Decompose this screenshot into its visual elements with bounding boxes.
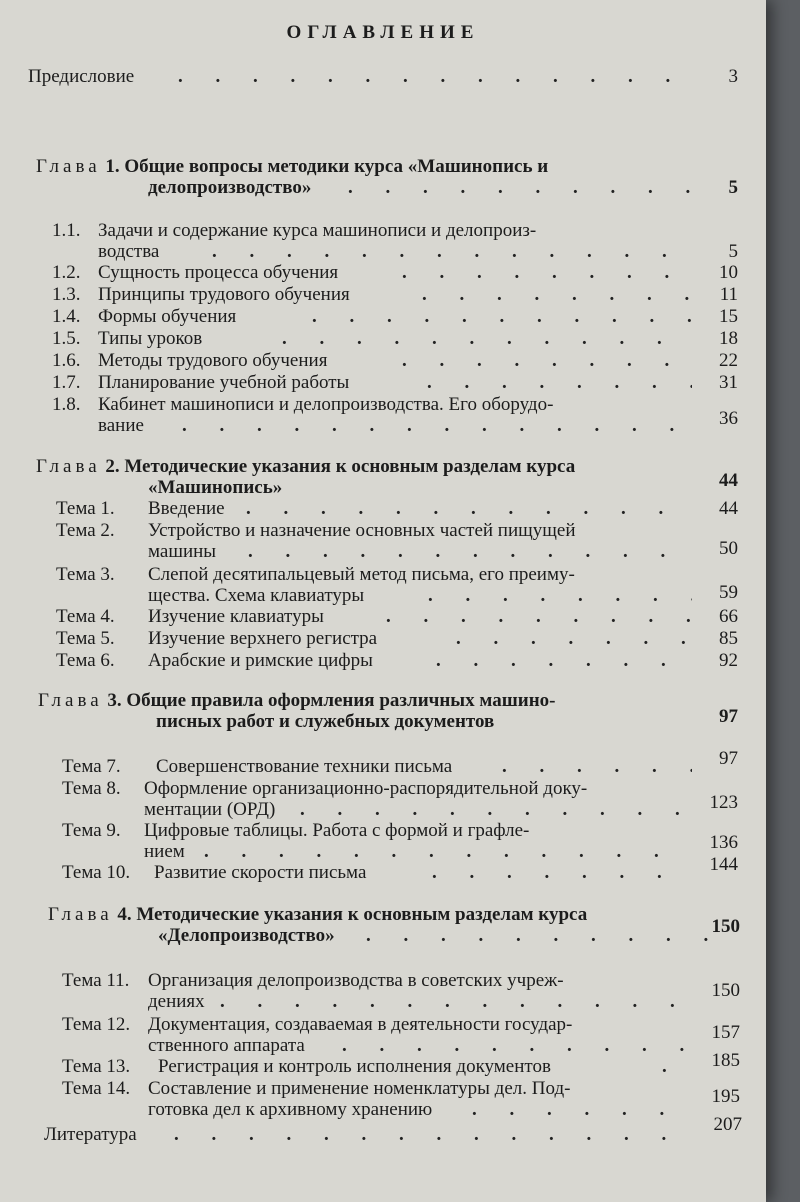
page-number: 44: [719, 498, 738, 519]
page-number: 136: [709, 832, 738, 853]
page-number: 59: [719, 582, 738, 603]
entry-number: Тема 2.: [56, 520, 115, 541]
entry-text: Формы обучения: [98, 306, 237, 327]
dot-leader: [502, 756, 692, 777]
page-number: 44: [719, 470, 738, 491]
entry-number: Тема 12.: [62, 1014, 131, 1035]
entry-number: Тема 13.: [62, 1056, 131, 1077]
entry-text-cont: вание: [98, 415, 144, 436]
chapter-label: Глава: [36, 456, 101, 477]
page-number: 31: [719, 372, 738, 393]
entry-number: Тема 9.: [62, 820, 121, 841]
page-number: 36: [719, 408, 738, 429]
entry-text: Оформление организационно-распорядительной доку-: [144, 778, 588, 799]
entry-text: Сущность процесса обучения: [98, 262, 339, 283]
entry-text: Задачи и содержание курса машинописи и делопроиз-: [98, 220, 537, 241]
page-number: 66: [719, 606, 738, 627]
dot-leader: [204, 841, 692, 862]
chapter-number: 2.: [105, 456, 120, 477]
entry-number: Тема 7.: [62, 756, 121, 777]
entry-number: 1.8.: [52, 394, 81, 415]
entry-text: Арабские и римские цифры: [148, 650, 373, 671]
page-number: 5: [728, 241, 738, 262]
entry-text: Типы уроков: [98, 328, 203, 349]
entry-number: Тема 14.: [62, 1078, 131, 1099]
entry-text: Предисловие: [28, 66, 135, 87]
chapter-number: 3.: [107, 690, 122, 711]
page-number: 123: [709, 792, 738, 813]
dot-leader: [386, 606, 692, 627]
page-number: 50: [719, 538, 738, 559]
page-number: 144: [709, 854, 738, 875]
page-number: 3: [728, 66, 738, 87]
entry-number: 1.7.: [52, 372, 81, 393]
chapter-number: 4.: [117, 904, 132, 925]
entry-text: Совершенствование техники письма: [156, 756, 453, 777]
entry-text-cont: ственного аппарата: [148, 1035, 305, 1056]
entry-number: Тема 8.: [62, 778, 121, 799]
page-number: 150: [711, 980, 740, 1001]
dot-leader: [178, 66, 698, 87]
entry-number: Тема 1.: [56, 498, 115, 519]
chapter-title: Методические указания к основным разделам курса: [124, 456, 576, 477]
entry-text-cont: ментации (ОРД): [144, 799, 276, 820]
entry-number: 1.6.: [52, 350, 81, 371]
dot-leader: [248, 541, 692, 562]
dot-leader: [428, 585, 692, 606]
dot-leader: [422, 284, 692, 305]
dot-leader: [300, 799, 692, 820]
chapter-title-cont: писных работ и служебных документов: [156, 711, 495, 732]
chapter-label: Глава: [38, 690, 103, 711]
entry-text: Литература: [44, 1124, 137, 1145]
page-number: 18: [719, 328, 738, 349]
chapter-title-cont: делопроизводство»: [148, 177, 312, 198]
page-number: 15: [719, 306, 738, 327]
chapter-title-cont: «Машинопись»: [148, 477, 283, 498]
entry-text: Регистрация и контроль исполнения документов: [158, 1056, 551, 1077]
entry-number: Тема 6.: [56, 650, 115, 671]
entry-text: Организация делопроизводства в советских учреж-: [148, 970, 564, 991]
dot-leader: [312, 306, 692, 327]
entry-number: 1.1.: [52, 220, 81, 241]
dot-leader: [174, 1124, 694, 1145]
dot-leader: [348, 177, 718, 198]
entry-text: Планирование учебной работы: [98, 372, 350, 393]
page-number: 97: [719, 706, 738, 727]
chapter-label: Глава: [36, 156, 101, 177]
entry-text-cont: водства: [98, 241, 160, 262]
entry-text: Введение: [148, 498, 225, 519]
entry-number: Тема 3.: [56, 564, 115, 585]
entry-text-cont: нием: [144, 841, 185, 862]
entry-number: Тема 5.: [56, 628, 115, 649]
dot-leader: [246, 498, 692, 519]
entry-text: Изучение клавиатуры: [148, 606, 324, 627]
dot-leader: [342, 1035, 694, 1056]
dot-leader: [432, 862, 692, 883]
dot-leader: [402, 350, 692, 371]
page-number: 157: [711, 1022, 740, 1043]
dot-leader: [220, 991, 694, 1012]
page-number: 92: [719, 650, 738, 671]
chapter-title: Общие вопросы методики курса «Машинопись и: [124, 156, 549, 177]
dot-leader: [436, 650, 692, 671]
entry-text: Методы трудового обучения: [98, 350, 328, 371]
entry-number: 1.4.: [52, 306, 81, 327]
chapter-title: Методические указания к основным разделам курса: [136, 904, 588, 925]
entry-text: Слепой десятипальцевый метод письма, его преиму-: [148, 564, 575, 585]
page-number: 97: [719, 748, 738, 769]
chapter-title-cont: «Делопроизводство»: [158, 925, 335, 946]
dot-leader: [662, 1056, 694, 1077]
entry-number: Тема 10.: [62, 862, 131, 883]
page-number: 85: [719, 628, 738, 649]
entry-number: 1.2.: [52, 262, 81, 283]
chapter-label: Глава: [48, 904, 113, 925]
entry-text: Развитие скорости письма: [154, 862, 367, 883]
page-number: 5: [728, 177, 738, 198]
dot-leader: [282, 328, 692, 349]
toc-title: ОГЛАВЛЕНИЕ: [286, 22, 480, 43]
dot-leader: [182, 415, 692, 436]
entry-text: Изучение верхнего регистра: [148, 628, 378, 649]
entry-text-cont: щества. Схема клавиатуры: [148, 585, 365, 606]
dot-leader: [402, 262, 692, 283]
entry-number: 1.3.: [52, 284, 81, 305]
page-number: 185: [711, 1050, 740, 1071]
dot-leader: [472, 1099, 694, 1120]
entry-text-cont: машины: [148, 541, 217, 562]
dot-leader: [427, 372, 692, 393]
entry-text: Составление и применение номенклатуры дел. Под-: [148, 1078, 571, 1099]
page-number: 150: [711, 916, 740, 937]
entry-text: Устройство и назначение основных частей пищущей: [148, 520, 576, 541]
entry-text: Цифровые таблицы. Работа с формой и графле-: [144, 820, 530, 841]
entry-text: Кабинет машинописи и делопроизводства. Его оборудо-: [98, 394, 554, 415]
entry-number: 1.5.: [52, 328, 81, 349]
page-number: 11: [719, 284, 738, 305]
entry-number: Тема 4.: [56, 606, 115, 627]
dot-leader: [456, 628, 692, 649]
chapter-number: 1.: [105, 156, 120, 177]
page-number: 10: [719, 262, 738, 283]
page-number: 195: [711, 1086, 740, 1107]
entry-text-cont: дениях: [148, 991, 205, 1012]
entry-number: Тема 11.: [62, 970, 130, 991]
entry-text: Документация, создаваемая в деятельности государ-: [148, 1014, 573, 1035]
dot-leader: [366, 925, 722, 946]
dot-leader: [212, 241, 692, 262]
entry-text-cont: готовка дел к архивному хранению: [148, 1099, 433, 1120]
page-number: 207: [713, 1114, 742, 1135]
page-number: 22: [719, 350, 738, 371]
chapter-title: Общие правила оформления различных машино-: [126, 690, 556, 711]
entry-text: Принципы трудового обучения: [98, 284, 350, 305]
